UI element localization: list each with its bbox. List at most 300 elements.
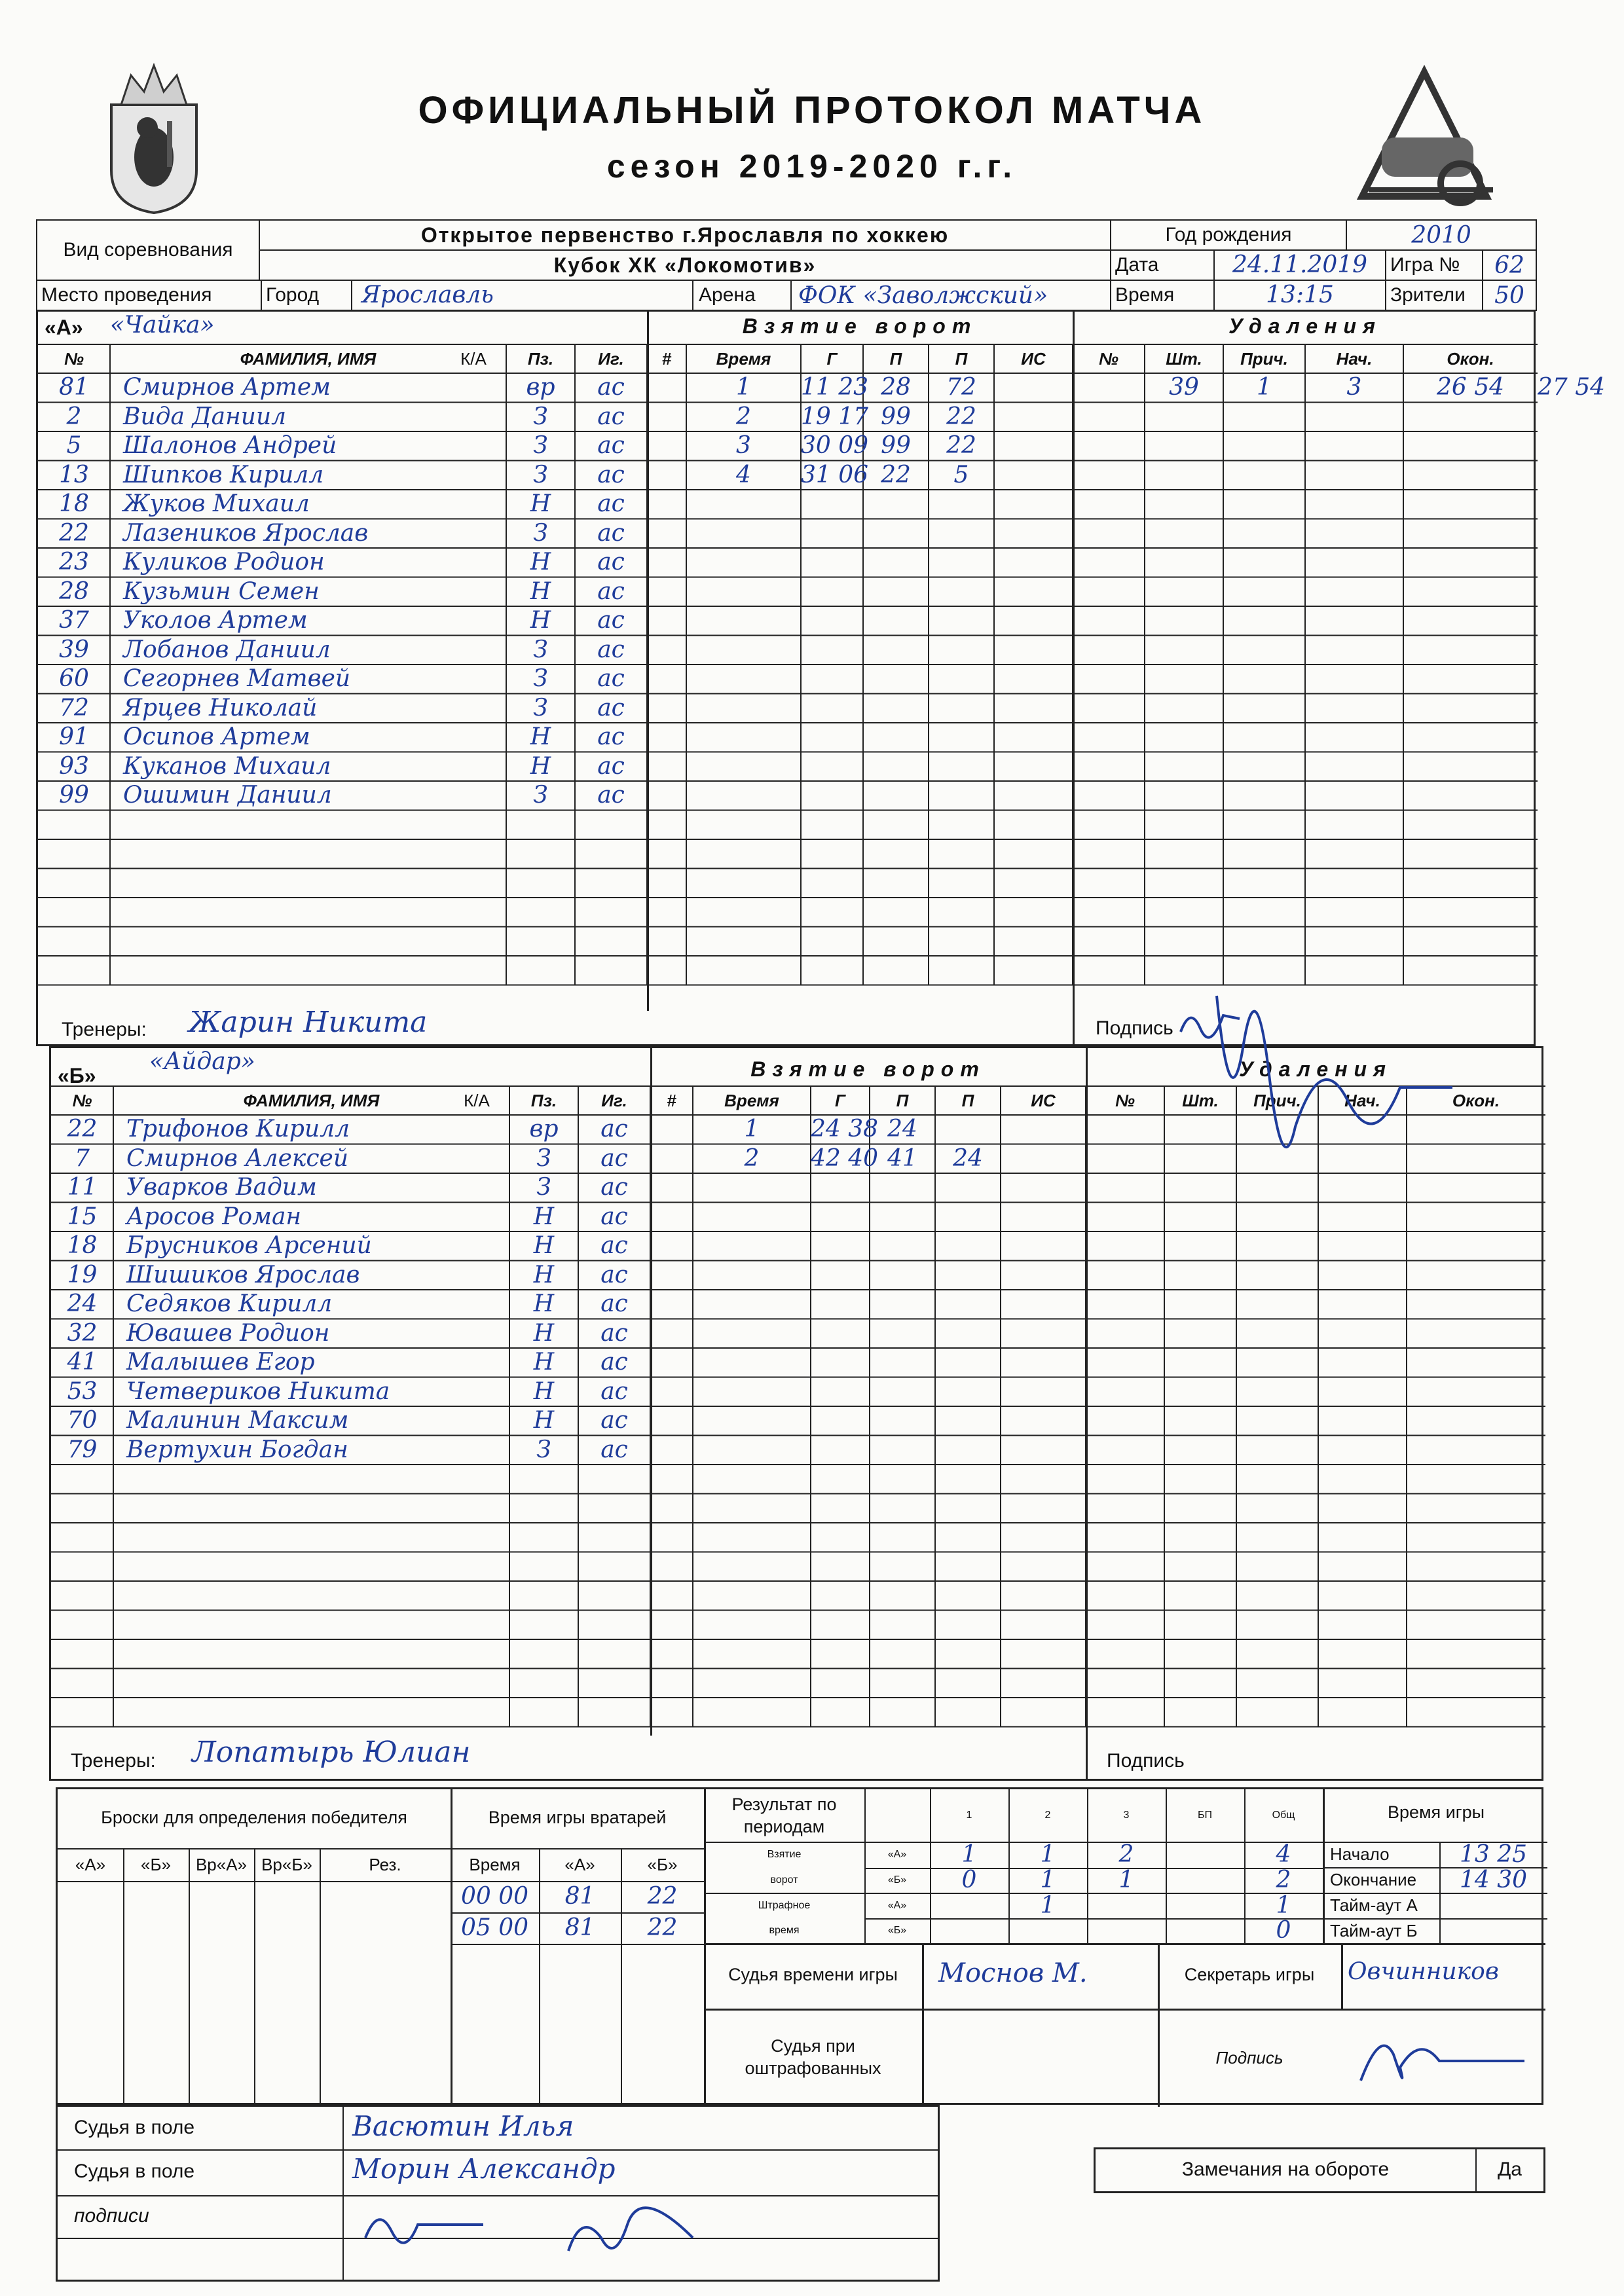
player-played: ас [600,1407,628,1434]
game-time-value: 13 25 [1459,1841,1528,1868]
player-position: З [533,782,548,809]
player-position: Н [533,1290,555,1317]
player-name: Сегорнев Матвей [123,665,351,692]
match-info-table [36,219,1537,311]
team_b-col-header: Шт. [1182,1091,1219,1110]
player-row [51,1290,693,1319]
protocol-title: ОФИЦИАЛЬНЫЙ ПРОТОКОЛ МАТЧА [418,89,1206,132]
player-name: Смирнов Алексей [126,1144,349,1172]
goal-assist: 22 [946,432,976,459]
player-played: ас [597,694,625,721]
goal-assist: 5 [953,461,969,488]
spectators-label: Зрители [1386,281,1483,310]
player-number: 32 [67,1319,98,1347]
team-a-coaches-label: Тренеры: [62,1019,147,1040]
penalty-judge-label: Судья при оштрафованных [745,2036,881,2078]
referee-2-label: Судья в поле [74,2160,195,2182]
goals-row-label: ворот [770,1874,798,1886]
period-col-header: 1 [966,1810,972,1821]
player-number: 5 [66,432,82,459]
date-value: 24.11.2019 [1215,251,1386,280]
team_b-col-header: Время [724,1091,779,1110]
player-played: ас [597,461,625,488]
player-number: 39 [59,636,89,663]
goalie-col-header: Время [469,1855,521,1874]
goal-time: 19 17 [801,403,869,430]
goal-scorer: 24 [887,1116,917,1142]
player-position: Н [533,1407,555,1434]
yaroslavl-coat-of-arms-icon [85,59,223,216]
goal-row [38,403,1538,432]
shootout-col-header: «А» [75,1855,106,1874]
player-name: Уварков Вадим [126,1174,317,1201]
team-b-goals-title: Взятие ворот [750,1057,986,1081]
penalty-row [38,373,1606,403]
competition-name: Открытое первенство г.Ярославля по хоккею [259,220,1111,250]
period-value: 0 [961,1867,977,1893]
team_a-col-header: Окон. [1447,349,1494,369]
player-number: 7 [75,1144,90,1172]
player-played: ас [600,1232,628,1259]
team_a-col-header: Шт. [1166,349,1202,369]
goal-number: 1 [744,1116,760,1142]
shootout-col-header: «Б» [141,1855,171,1874]
period-value: 1 [1118,1867,1134,1893]
goals-row-label: Взятие [767,1849,802,1860]
player-name: Куликов Родион [123,549,325,575]
divider [1439,1842,1441,1944]
player-played: ас [600,1261,628,1288]
referee-signatures-icon [352,2198,745,2277]
penalty-reason: 3 [1346,374,1362,401]
remarks-value: Да [1497,2159,1522,2180]
player-number: 13 [59,461,89,488]
divider [451,1944,704,1945]
player-row [51,1261,693,1290]
goal-assist: 22 [946,403,976,430]
game-time-label: Окончание [1330,1870,1417,1889]
player-position: Н [533,1377,555,1405]
goal-number: 1 [736,374,751,401]
player-name: Аросов Роман [126,1203,302,1230]
player-number: 91 [59,723,89,750]
player-name: Ошимин Даниил [123,782,332,809]
player-number: 28 [59,577,89,605]
team_a-col-header: Иг. [598,349,624,369]
player-row [51,1319,693,1349]
goalie-time-value: 05 00 [460,1914,529,1941]
timekeeper-name: Моснов М. [938,1958,1088,1988]
player-played: ас [600,1377,628,1405]
game-time-label: Тайм-аут Б [1330,1921,1418,1941]
divider [123,1848,124,2107]
goalie-col-header: «А» [564,1855,595,1874]
referee-2-name: Морин Александр [352,2153,616,2185]
player-number: 79 [67,1436,98,1463]
goalie-b-number: 22 [647,1914,678,1941]
team-b-coach-name: Лопатырь Юлиан [192,1736,471,1769]
penalty-player: 39 [1169,374,1199,401]
team_a-col-header: ФАМИЛИЯ, ИМЯ [240,349,377,369]
goal-scorer: 28 [881,374,911,401]
player-position: З [536,1436,551,1463]
secretary-sign-label: Подпись [1215,2048,1283,2068]
player-played: ас [597,519,625,547]
goal-assist: 24 [953,1144,983,1172]
goal-scorer: 22 [881,461,911,488]
player-number: 19 [67,1261,98,1288]
player-position: Н [530,752,551,780]
team_a-col-header-ka: К/А [460,349,487,369]
cup-name: Кубок ХК «Локомотив» [259,250,1111,280]
player-played: ас [600,1144,628,1172]
player-name: Шипков Кирилл [123,461,324,488]
player-number: 60 [59,665,89,692]
player-played: ас [600,1174,628,1201]
goalie-b-number: 22 [647,1883,678,1910]
player-played: ас [597,432,625,459]
player-name: Брусников Арсений [126,1232,372,1259]
team_a-col-header: № [64,349,84,369]
team-a-tag: «А» [887,1849,907,1860]
summary-block [56,1787,1543,2105]
player-name: Четвериков Никита [126,1377,390,1405]
period-col-header: Общ [1272,1810,1295,1821]
player-position: Н [530,490,551,517]
player-name: Куканов Михаил [123,752,331,780]
goal-scorer: 41 [887,1144,917,1172]
divider [320,1848,321,2107]
player-row [38,606,686,636]
divider [189,1848,190,2107]
team_b-col-header: Пз. [530,1091,557,1110]
shootout-col-header: Рез. [369,1855,401,1874]
game-time-value: 14 30 [1459,1867,1528,1893]
birth-year-label: Год рождения [1111,220,1346,250]
period-value [1087,1893,1166,1918]
player-row [38,577,686,607]
game-time-title: Время игры [1387,1802,1485,1822]
timekeeper-label: Судья времени игры [728,1965,898,1984]
player-played: ас [597,723,625,750]
player-row [38,694,686,723]
team-b-sign-label: Подпись [1107,1750,1185,1772]
player-name: Осипов Артем [123,723,310,750]
team_b-col-header: П [896,1091,909,1110]
game-number-value: 62 [1494,251,1524,279]
penalty-end: 27 54 [1538,374,1606,401]
period-col-header: 2 [1044,1810,1051,1821]
shootout-col-header: Вр«Б» [261,1855,312,1874]
player-row [38,752,686,782]
player-number: 11 [67,1174,98,1201]
player-position: Н [530,723,551,750]
player-played: ас [600,1203,628,1230]
remarks-box [1094,2147,1545,2193]
player-name: Малинин Максим [126,1407,349,1434]
birth-year-value: 2010 [1346,220,1536,250]
player-played: ас [597,665,625,692]
goal-time: 30 09 [801,432,869,459]
referee-signs-label: подписи [74,2205,149,2227]
player-played: ас [597,490,625,517]
player-row [38,781,686,811]
player-position: З [536,1144,551,1172]
period-value [1166,1842,1244,1868]
player-row [38,636,686,665]
player-position: З [533,665,548,692]
player-played: ас [597,782,625,809]
player-row [51,1436,693,1465]
team_b-col-header: № [72,1091,92,1110]
secretary-signature-icon [1341,2015,1538,2100]
player-name: Седяков Кирилл [126,1290,333,1317]
season-subtitle: сезон 2019-2020 г.г. [606,148,1018,185]
goal-row [38,461,1538,490]
goalie-a-number: 81 [564,1914,595,1941]
game-time-label: Тайм-аут А [1330,1895,1418,1915]
team-b-penalties-title: Удаления [1239,1057,1392,1081]
player-name: Смирнов Артем [123,374,331,401]
player-played: ас [600,1349,628,1376]
team_a-col-header: № [1099,349,1118,369]
team_a-col-header: Пз. [527,349,554,369]
player-position: З [533,432,548,459]
goalie-a-number: 81 [564,1883,595,1910]
period-value [1166,1893,1244,1918]
player-row [38,723,686,752]
goal-number: 4 [736,461,751,488]
player-name: Шалонов Андрей [123,432,337,459]
period-value: 2 [1276,1867,1291,1893]
goalie-col-header: «Б» [647,1855,678,1874]
player-row [51,1406,693,1436]
venue-label: Место проведения [37,281,262,310]
goal-assist [935,1115,1001,1144]
player-number: 72 [59,694,89,721]
player-played: ас [597,577,625,605]
goal-time: 11 23 [801,374,869,401]
team_b-col-header: # [667,1091,676,1110]
game-number-label: Игра № [1386,251,1483,280]
player-number: 22 [59,519,89,547]
player-played: ас [600,1319,628,1347]
period-value [1008,1918,1087,1943]
player-position: З [536,1174,551,1201]
time-label: Время [1111,281,1215,310]
player-played: ас [597,374,625,401]
team-b-signature-icon [1204,957,1466,1140]
player-name: Ярцев Николай [123,694,318,721]
period-value [930,1893,1008,1918]
player-row [51,1348,693,1377]
player-played: ас [597,607,625,634]
team-a-coach-name: Жарин Никита [189,1006,428,1039]
player-position: З [533,461,548,488]
player-played: ас [600,1436,628,1463]
period-value [930,1918,1008,1943]
date-label: Дата [1111,251,1215,280]
player-played: ас [597,752,625,780]
remarks-label: Замечания на обороте [1181,2159,1390,2180]
pim-row-label: время [769,1925,800,1936]
arena-label: Арена [693,281,792,310]
player-name: Лобанов Даниил [123,636,331,663]
team_b-col-header: Окон. [1452,1091,1500,1110]
team-b-tag: «Б» [887,1874,907,1886]
arena-value: ФОК «Заволжский» [798,282,1048,309]
player-row [51,1173,693,1203]
city-value: Ярославль [352,281,693,310]
player-position: Н [533,1319,555,1347]
player-name: Шишиков Ярослав [126,1261,360,1288]
player-row [51,1203,693,1232]
team_a-col-header: Прич. [1240,349,1288,369]
team_b-col-header: Г [835,1091,845,1110]
team_b-col-header: ИС [1031,1091,1056,1110]
player-number: 24 [67,1290,98,1317]
team_b-col-header: П [961,1091,974,1110]
penalty-start: 26 54 [1436,374,1505,401]
shootout-col-header: Вр«А» [195,1855,248,1874]
period-col-header: 3 [1123,1810,1130,1821]
player-number: 22 [67,1116,98,1142]
player-position: Н [533,1203,555,1230]
pim-row-label: Штрафное [758,1900,811,1911]
team_a-col-header: Время [716,349,771,369]
player-name: Лазеников Ярослав [123,519,369,547]
goal-scorer: 99 [881,403,911,430]
team-b-coaches-label: Тренеры: [71,1750,156,1772]
player-row [38,519,686,549]
period-value: 1 [961,1841,977,1868]
player-position: Н [530,549,551,575]
player-number: 18 [59,490,89,517]
team-b-label: «Б» [58,1064,96,1087]
player-number: 53 [67,1377,98,1405]
player-name: Ювашев Родион [126,1319,330,1347]
team-a-tag: «А» [887,1900,907,1911]
team_b-col-header: Прич. [1253,1091,1301,1110]
team_a-col-header: Нач. [1336,349,1373,369]
player-position: Н [533,1261,555,1288]
player-name: Вида Даниил [123,403,287,430]
player-number: 41 [67,1349,98,1376]
player-row [51,1231,693,1261]
period-col-header: БП [1198,1810,1212,1821]
player-position: Н [530,577,551,605]
game-time-label: Начало [1330,1844,1390,1864]
player-position: З [533,694,548,721]
team_b-col-header-ka: К/А [464,1091,490,1110]
spectators-value: 50 [1494,282,1524,309]
player-position: З [533,403,548,430]
period-value: 1 [1040,1841,1056,1868]
secretary-name: Овчинников [1348,1958,1499,1985]
player-played: ас [597,636,625,663]
team_b-col-header: № [1115,1091,1135,1110]
team-a-sign-label: Подпись [1096,1017,1173,1039]
goalie-time-title: Время игры вратарей [488,1808,667,1827]
period-value: 2 [1118,1841,1134,1868]
referee-1-label: Судья в поле [74,2117,195,2138]
team-b-name: «Айдар» [149,1048,255,1075]
player-number: 81 [59,374,89,401]
goal-row [38,431,1538,461]
goal-assist: 72 [946,374,976,401]
player-name: Кузьмин Семен [123,577,320,605]
period-value: 1 [1040,1892,1056,1919]
team_a-col-header: Г [826,349,838,369]
team_b-col-header: Иг. [601,1091,627,1110]
player-position: З [533,519,548,547]
time-value: 13:15 [1215,281,1386,310]
referees-block [56,2105,940,2282]
player-name: Вертухин Богдан [126,1436,348,1463]
team_a-col-header: П [889,349,902,369]
goal-scorer: 99 [881,432,911,459]
player-number: 23 [59,549,89,575]
player-number: 99 [59,782,89,809]
player-position: вр [526,374,555,401]
player-position: З [533,636,548,663]
period-value [1166,1918,1244,1943]
player-number: 37 [59,607,89,634]
player-position: Н [533,1232,555,1259]
team_a-col-header: П [955,349,968,369]
period-value: 1 [1276,1892,1291,1919]
shootout-title: Броски для определения победителя [101,1808,407,1827]
goal-number: 2 [736,403,751,430]
period-value: 0 [1276,1917,1291,1944]
city-label: Город [262,281,352,310]
player-number: 70 [67,1407,98,1434]
team_b-col-header: Нач. [1344,1091,1380,1110]
player-played: ас [597,549,625,575]
secretary-label: Секретарь игры [1184,1965,1315,1984]
team-a-block [36,310,1606,1046]
player-row [38,548,686,577]
player-number: 15 [67,1203,98,1230]
team-a-goals-title: Взятие ворот [742,314,978,338]
player-played: ас [600,1290,628,1317]
player-row [38,490,686,519]
period-value: 1 [1040,1867,1056,1893]
goal-time: 24 38 [811,1116,879,1142]
team-b-block [49,1046,1543,1781]
player-position: Н [533,1349,555,1376]
team_a-col-header: ИС [1021,349,1046,369]
player-played: ас [600,1116,628,1142]
player-played: ас [597,403,625,430]
period-value [1166,1868,1244,1893]
player-row [38,665,686,694]
team_a-col-header: # [661,349,672,369]
period-value [1087,1918,1166,1943]
divider [254,1848,255,2107]
player-row [51,1377,693,1407]
goal-row [51,1144,1545,1174]
competition-label: Вид соревнования [37,220,259,280]
player-name: Уколов Артем [123,607,308,634]
player-position: Н [530,607,551,634]
player-number: 93 [59,752,89,780]
goal-number: 2 [744,1144,760,1172]
player-number: 18 [67,1232,98,1259]
team-a-name: «Чайка» [110,312,215,338]
player-name: Малышев Егор [126,1349,315,1376]
period-results-title: Результат по периодам [731,1795,837,1836]
